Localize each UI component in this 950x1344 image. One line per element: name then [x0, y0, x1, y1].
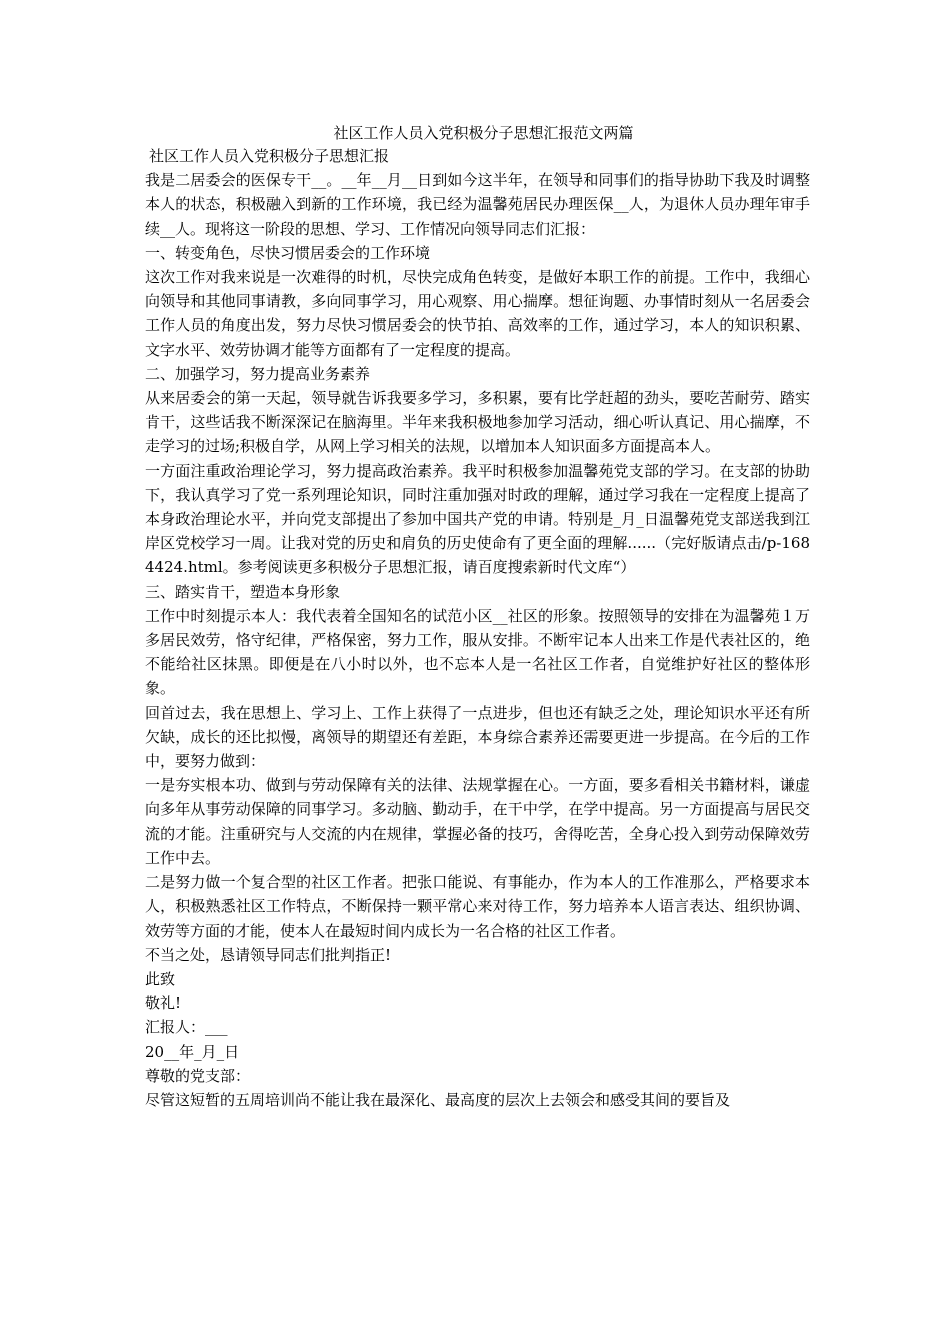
paragraph-goal-2: 二是努力做一个复合型的社区工作者。把张口能说、有事能办，作为本人的工作准那么，严格要求本人，积极熟悉社区工作特点，不断保持一颗平常心来对待工作，努力培养本人语言表达、组织协调、效劳等方面的才能，使本人在最短时间内成长为一名合格的社区工作者。: [145, 873, 810, 940]
salutation-jingli: 敬礼!: [145, 994, 182, 1013]
paragraph-goal-1: 一是夯实根本功、做到与劳动保障有关的法律、法规掌握在心。一方面，要多看相关书籍材料，谦虚向多年从事劳动保障的同事学习。多动脑、勤动手，在干中学，在学中提高。另一方面提高与居民交流的才能。注重研究与人交流的内在规律，掌握必备的技巧，舍得吃苦，全身心投入到劳动保障效劳工作中去。: [145, 776, 810, 867]
document-title: 社区工作人员入党积极分子思想汇报范文两篇: [333, 124, 634, 142]
section-heading-1: 一、转变角色，尽快习惯居委会的工作环境: [145, 243, 431, 262]
paragraph-study: 从来居委会的第一天起，领导就告诉我要多学习，多积累，要有比学赶超的劲头，要吃苦耐劳、踏实肯干，这些话我不断深深记在脑海里。半年来我积极地参加学习活动，细心听认真记、用心揣摩，不走学习的过场;积极自学，从网上学习相关的法规，以增加本人知识面多方面提高本人。: [145, 389, 810, 456]
paragraph-role-change: 这次工作对我来说是一次难得的时机，尽快完成角色转变，是做好本职工作的前提。工作中，我细心向领导和其他同事请教，多向同事学习，用心观察、用心揣摩。想征询题、办事情时刻从一名居委会工作人员的角度出发，努力尽快习惯居委会的快节拍、高效率的工作，通过学习，本人的知识积累、文字水平、效劳协调才能等方面都有了一定程度的提高。: [145, 268, 810, 359]
document-subtitle: 社区工作人员入党积极分子思想汇报: [149, 147, 390, 165]
document-page: [145, 122, 810, 1112]
paragraph-intro: 我是二居委会的医保专干__。__年__月__日到如今这半年，在领导和同事们的指导协助下我及时调整本人的状态，积极融入到新的工作环境，我已经为温馨苑居民办理医保__人，为退休人员办理年审手续__人。现将这一阶段的思想、学习、工作情况向领导同志们汇报：: [145, 171, 810, 238]
second-letter-greeting: 尊敬的党支部：: [145, 1066, 251, 1085]
salutation-cizhi: 此致: [145, 969, 176, 988]
paragraph-review: 回首过去，我在思想上、学习上、工作上获得了一点进步，但也还有缺乏之处，理论知识水平还有所欠缺，成长的还比拟慢，离领导的期望还有差距，本身综合素养还需要更进一步提高。在今后的工作中，要努力做到：: [145, 703, 810, 771]
paragraph-political-study: 一方面注重政治理论学习，努力提高政治素养。我平时积极参加温馨苑党支部的学习。在支部的协助下，我认真学习了党一系列理论知识，同时注重加强对时政的理解，通过学习我在一定程度上提高了本身政治理论水平，并向党支部提出了参加中国共产党的申请。特别是_月_日温馨苑党支部送我到江岸区党校学习一周。让我对党的历史和肩负的历史使命有了更全面的理解......（完好版请点击/p-1684424.html。参考阅读更多积极分子思想汇报，请百度搜索新时代文库“）: [145, 461, 810, 577]
reporter-line: 汇报人：___: [145, 1018, 228, 1037]
paragraph-closing-remark: 不当之处，恳请领导同志们批判指正!: [145, 945, 392, 964]
date-line: 20__年_月_日: [145, 1042, 240, 1061]
section-heading-3: 三、踏实肯干，塑造本身形象: [145, 582, 341, 601]
paragraph-work-image: 工作中时刻提示本人：我代表着全国知名的试范小区__社区的形象。按照领导的安排在为温馨苑１万多居民效劳，恪守纪律，严格保密，努力工作，服从安排。不断牢记本人出来工作是代表社区的，绝不能给社区抹黑。即便是在八小时以外，也不忘本人是一名社区工作者，自觉维护好社区的整体形象。: [145, 606, 810, 698]
second-letter-opening: 尽管这短暂的五周培训尚不能让我在最深化、最高度的层次上去领会和感受其间的要旨及: [145, 1090, 731, 1109]
section-heading-2: 二、加强学习，努力提高业务素养: [145, 364, 371, 383]
